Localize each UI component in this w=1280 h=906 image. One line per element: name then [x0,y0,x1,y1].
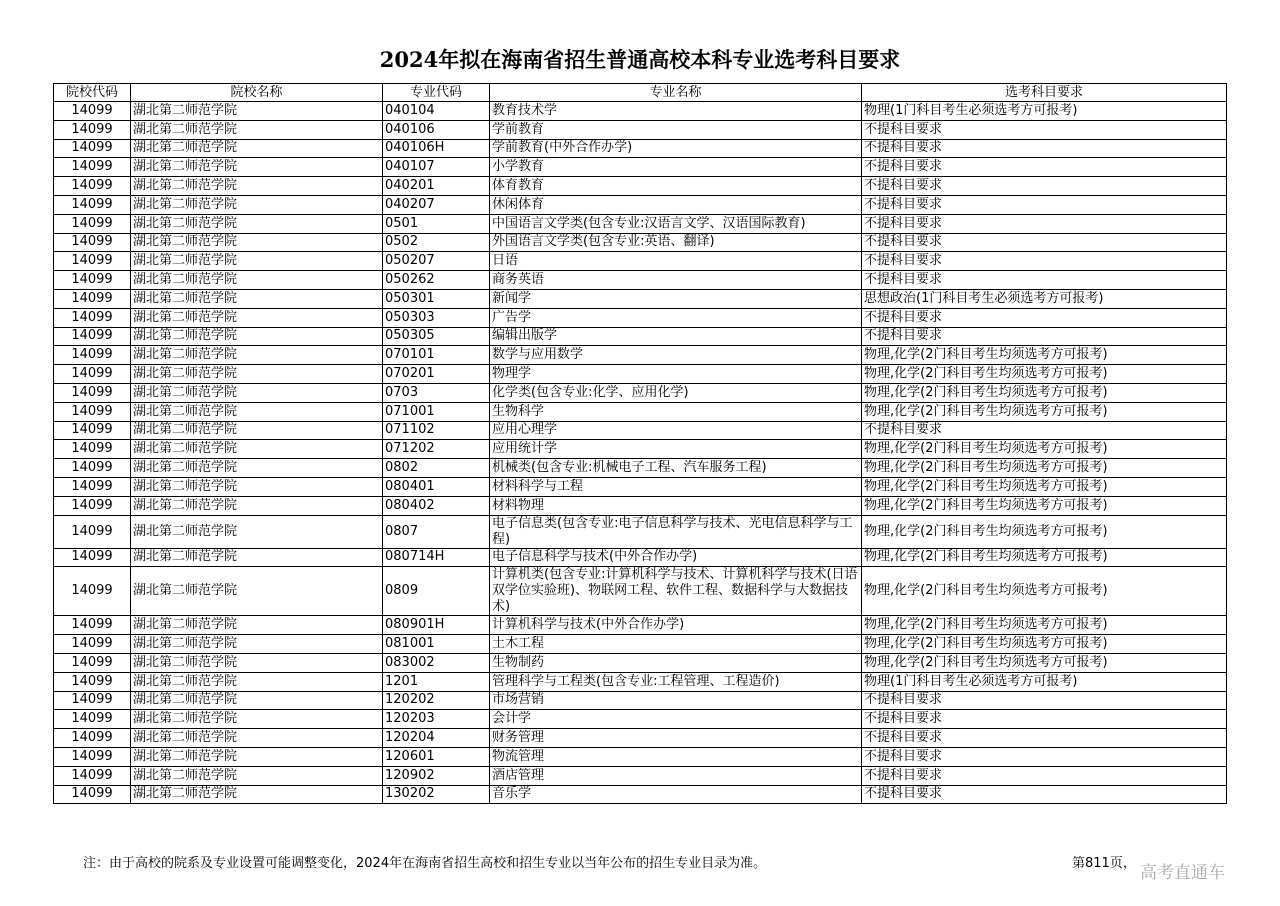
cell-school-name: 湖北第二师范学院 [131,195,383,214]
table-row [54,766,1227,785]
table-row [54,271,1227,290]
cell-school-code: 14099 [54,548,131,567]
cell-requirement: 物理,化学(2门科目考生均须选考方可报考) [862,477,1227,496]
cell-school-name: 湖北第二师范学院 [131,785,383,804]
cell-major-name: 应用统计学 [490,440,862,459]
table-row [54,139,1227,158]
cell-requirement: 物理,化学(2门科目考生均须选考方可报考) [862,653,1227,672]
cell-school-name: 湖北第二师范学院 [131,177,383,196]
cell-school-name: 湖北第二师范学院 [131,158,383,177]
cell-school-code: 14099 [54,102,131,121]
cell-school-code: 14099 [54,271,131,290]
cell-major-name: 教育技术学 [490,102,862,121]
cell-school-code: 14099 [54,459,131,478]
table-row [54,635,1227,654]
cell-school-name: 湖北第二师范学院 [131,653,383,672]
cell-major-code: 0807 [383,515,490,548]
cell-requirement: 物理(1门科目考生必须选考方可报考) [862,672,1227,691]
cell-requirement: 不提科目要求 [862,139,1227,158]
cell-school-name: 湖北第二师范学院 [131,710,383,729]
cell-major-code: 130202 [383,785,490,804]
cell-school-code: 14099 [54,402,131,421]
cell-school-code: 14099 [54,308,131,327]
cell-school-name: 湖北第二师范学院 [131,515,383,548]
cell-major-code: 040107 [383,158,490,177]
cell-school-name: 湖北第二师范学院 [131,252,383,271]
cell-requirement: 不提科目要求 [862,327,1227,346]
cell-requirement: 不提科目要求 [862,271,1227,290]
cell-major-name: 计算机科学与技术(中外合作办学) [490,616,862,635]
cell-school-code: 14099 [54,729,131,748]
cell-school-name: 湖北第二师范学院 [131,766,383,785]
cell-major-name: 日语 [490,252,862,271]
cell-major-code: 0802 [383,459,490,478]
table-row [54,785,1227,804]
cell-requirement: 物理,化学(2门科目考生均须选考方可报考) [862,383,1227,402]
cell-school-name: 湖北第二师范学院 [131,567,383,616]
cell-major-name: 编辑出版学 [490,327,862,346]
cell-school-code: 14099 [54,567,131,616]
cell-major-name: 市场营销 [490,691,862,710]
table-row [54,214,1227,233]
cell-school-code: 14099 [54,327,131,346]
watermark: 高考直通车 [1140,863,1225,883]
cell-major-name: 广告学 [490,308,862,327]
cell-major-name: 管理科学与工程类(包含专业:工程管理、工程造价) [490,672,862,691]
cell-school-name: 湖北第二师范学院 [131,477,383,496]
cell-major-code: 070101 [383,346,490,365]
cell-requirement: 不提科目要求 [862,691,1227,710]
cell-school-name: 湖北第二师范学院 [131,402,383,421]
cell-major-name: 材料科学与工程 [490,477,862,496]
cell-school-code: 14099 [54,653,131,672]
cell-major-code: 040106 [383,120,490,139]
cell-major-name: 体育教育 [490,177,862,196]
cell-major-name: 外国语言文学类(包含专业:英语、翻译) [490,233,862,252]
cell-school-code: 14099 [54,440,131,459]
cell-requirement: 不提科目要求 [862,710,1227,729]
cell-major-code: 040104 [383,102,490,121]
cell-school-name: 湖北第二师范学院 [131,308,383,327]
cell-major-code: 080402 [383,496,490,515]
cell-major-code: 050303 [383,308,490,327]
cell-school-code: 14099 [54,672,131,691]
cell-school-code: 14099 [54,195,131,214]
cell-major-code: 081001 [383,635,490,654]
cell-requirement: 物理,化学(2门科目考生均须选考方可报考) [862,635,1227,654]
table-row [54,346,1227,365]
cell-major-name: 电子信息科学与技术(中外合作办学) [490,548,862,567]
cell-school-code: 14099 [54,346,131,365]
table-row [54,459,1227,478]
cell-school-name: 湖北第二师范学院 [131,271,383,290]
cell-major-code: 071001 [383,402,490,421]
table-row [54,308,1227,327]
cell-major-code: 0502 [383,233,490,252]
table-row [54,747,1227,766]
table-row [54,177,1227,196]
table-header-row [54,84,1227,102]
cell-school-code: 14099 [54,289,131,308]
table-row [54,102,1227,121]
cell-major-name: 学前教育 [490,120,862,139]
cell-major-code: 080401 [383,477,490,496]
header-school-name: 院校名称 [131,84,383,102]
cell-major-name: 小学教育 [490,158,862,177]
table-row [54,158,1227,177]
cell-major-name: 计算机类(包含专业:计算机科学与技术、计算机科学与技术(日语双学位实验班)、物联网工程、软件工程、数据科学与大数据技术) [490,567,862,616]
cell-school-name: 湖北第二师范学院 [131,747,383,766]
cell-school-code: 14099 [54,383,131,402]
cell-major-name: 材料物理 [490,496,862,515]
cell-major-code: 071102 [383,421,490,440]
cell-requirement: 不提科目要求 [862,177,1227,196]
cell-school-name: 湖北第二师范学院 [131,691,383,710]
cell-major-code: 0809 [383,567,490,616]
cell-school-name: 湖北第二师范学院 [131,496,383,515]
cell-school-name: 湖北第二师范学院 [131,421,383,440]
cell-major-code: 070201 [383,365,490,384]
cell-school-code: 14099 [54,421,131,440]
cell-requirement: 不提科目要求 [862,308,1227,327]
cell-major-code: 120601 [383,747,490,766]
cell-requirement: 物理,化学(2门科目考生均须选考方可报考) [862,567,1227,616]
cell-requirement: 物理,化学(2门科目考生均须选考方可报考) [862,616,1227,635]
cell-major-name: 生物制药 [490,653,862,672]
cell-school-code: 14099 [54,252,131,271]
cell-school-code: 14099 [54,710,131,729]
cell-school-code: 14099 [54,158,131,177]
cell-requirement: 物理(1门科目考生必须选考方可报考) [862,102,1227,121]
cell-school-code: 14099 [54,616,131,635]
cell-major-code: 1201 [383,672,490,691]
cell-school-name: 湖北第二师范学院 [131,214,383,233]
table-row [54,440,1227,459]
cell-major-code: 040207 [383,195,490,214]
cell-requirement: 物理,化学(2门科目考生均须选考方可报考) [862,346,1227,365]
cell-requirement: 不提科目要求 [862,214,1227,233]
cell-major-name: 机械类(包含专业:机械电子工程、汽车服务工程) [490,459,862,478]
cell-major-code: 120202 [383,691,490,710]
cell-school-code: 14099 [54,747,131,766]
cell-major-name: 会计学 [490,710,862,729]
cell-school-name: 湖北第二师范学院 [131,289,383,308]
cell-major-code: 120204 [383,729,490,748]
cell-major-code: 0501 [383,214,490,233]
cell-major-code: 080901H [383,616,490,635]
cell-major-code: 120902 [383,766,490,785]
cell-major-name: 酒店管理 [490,766,862,785]
cell-requirement: 物理,化学(2门科目考生均须选考方可报考) [862,496,1227,515]
cell-school-name: 湖北第二师范学院 [131,327,383,346]
cell-school-name: 湖北第二师范学院 [131,365,383,384]
table-row [54,616,1227,635]
cell-school-name: 湖北第二师范学院 [131,635,383,654]
cell-school-code: 14099 [54,477,131,496]
cell-major-code: 050301 [383,289,490,308]
table-row [54,477,1227,496]
table-body [54,102,1227,804]
cell-school-code: 14099 [54,233,131,252]
cell-major-code: 080714H [383,548,490,567]
cell-major-name: 音乐学 [490,785,862,804]
cell-major-code: 050207 [383,252,490,271]
header-requirement: 选考科目要求 [862,84,1227,102]
cell-school-code: 14099 [54,120,131,139]
table-row [54,691,1227,710]
cell-major-code: 071202 [383,440,490,459]
cell-requirement: 不提科目要求 [862,195,1227,214]
cell-requirement: 物理,化学(2门科目考生均须选考方可报考) [862,440,1227,459]
cell-requirement: 不提科目要求 [862,252,1227,271]
cell-school-code: 14099 [54,691,131,710]
cell-requirement: 物理,化学(2门科目考生均须选考方可报考) [862,459,1227,478]
table-row [54,710,1227,729]
table-row [54,120,1227,139]
table-row [54,672,1227,691]
cell-requirement: 不提科目要求 [862,729,1227,748]
cell-requirement: 不提科目要求 [862,747,1227,766]
cell-requirement: 不提科目要求 [862,120,1227,139]
cell-requirement: 不提科目要求 [862,785,1227,804]
cell-major-name: 物流管理 [490,747,862,766]
cell-major-name: 生物科学 [490,402,862,421]
cell-school-code: 14099 [54,139,131,158]
table-row [54,365,1227,384]
cell-major-name: 应用心理学 [490,421,862,440]
table-row [54,421,1227,440]
table-row [54,515,1227,548]
table-row [54,548,1227,567]
page-title: 2024年拟在海南省招生普通高校本科专业选考科目要求 [379,47,901,72]
header-school-code: 院校代码 [54,84,131,102]
cell-major-code: 040106H [383,139,490,158]
cell-major-name: 土木工程 [490,635,862,654]
cell-school-code: 14099 [54,496,131,515]
cell-major-name: 新闻学 [490,289,862,308]
cell-school-name: 湖北第二师范学院 [131,102,383,121]
cell-requirement: 思想政治(1门科目考生必须选考方可报考) [862,289,1227,308]
header-major-name: 专业名称 [490,84,862,102]
cell-major-name: 化学类(包含专业:化学、应用化学) [490,383,862,402]
cell-school-name: 湖北第二师范学院 [131,459,383,478]
cell-school-name: 湖北第二师范学院 [131,120,383,139]
cell-major-name: 财务管理 [490,729,862,748]
cell-school-name: 湖北第二师范学院 [131,233,383,252]
cell-school-name: 湖北第二师范学院 [131,440,383,459]
table-row [54,327,1227,346]
cell-major-code: 050262 [383,271,490,290]
cell-school-name: 湖北第二师范学院 [131,548,383,567]
cell-requirement: 物理,化学(2门科目考生均须选考方可报考) [862,515,1227,548]
cell-major-name: 休闲体育 [490,195,862,214]
cell-major-name: 商务英语 [490,271,862,290]
cell-major-code: 040201 [383,177,490,196]
cell-school-code: 14099 [54,766,131,785]
header-major-code: 专业代码 [383,84,490,102]
table-row [54,289,1227,308]
cell-school-code: 14099 [54,214,131,233]
cell-school-name: 湖北第二师范学院 [131,346,383,365]
cell-requirement: 不提科目要求 [862,158,1227,177]
cell-requirement: 物理,化学(2门科目考生均须选考方可报考) [862,402,1227,421]
cell-major-name: 数学与应用数学 [490,346,862,365]
cell-school-code: 14099 [54,365,131,384]
cell-requirement: 不提科目要求 [862,421,1227,440]
cell-major-code: 050305 [383,327,490,346]
cell-major-name: 学前教育(中外合作办学) [490,139,862,158]
cell-requirement: 不提科目要求 [862,766,1227,785]
table-row [54,383,1227,402]
cell-school-name: 湖北第二师范学院 [131,383,383,402]
cell-school-name: 湖北第二师范学院 [131,672,383,691]
table-row [54,195,1227,214]
table-row [54,252,1227,271]
cell-major-name: 电子信息类(包含专业:电子信息科学与技术、光电信息科学与工程) [490,515,862,548]
table-row [54,496,1227,515]
table-row [54,233,1227,252]
cell-major-code: 120203 [383,710,490,729]
table-row [54,653,1227,672]
cell-school-name: 湖北第二师范学院 [131,139,383,158]
table-row [54,402,1227,421]
table-row [54,567,1227,616]
cell-major-name: 中国语言文学类(包含专业:汉语言文学、汉语国际教育) [490,214,862,233]
requirements-table [53,83,1227,804]
cell-school-code: 14099 [54,635,131,654]
cell-school-code: 14099 [54,515,131,548]
cell-requirement: 不提科目要求 [862,233,1227,252]
cell-school-name: 湖北第二师范学院 [131,616,383,635]
cell-major-code: 0703 [383,383,490,402]
cell-school-code: 14099 [54,785,131,804]
cell-requirement: 物理,化学(2门科目考生均须选考方可报考) [862,365,1227,384]
footer-note: 注：由于高校的院系及专业设置可能调整变化，2024年在海南省招生高校和招生专业以当年公布的招生专业目录为准。 [83,856,767,871]
cell-major-name: 物理学 [490,365,862,384]
cell-school-name: 湖北第二师范学院 [131,729,383,748]
page-number: 第811页， [1072,856,1136,871]
table-row [54,729,1227,748]
cell-requirement: 物理,化学(2门科目考生均须选考方可报考) [862,548,1227,567]
cell-school-code: 14099 [54,177,131,196]
cell-major-code: 083002 [383,653,490,672]
